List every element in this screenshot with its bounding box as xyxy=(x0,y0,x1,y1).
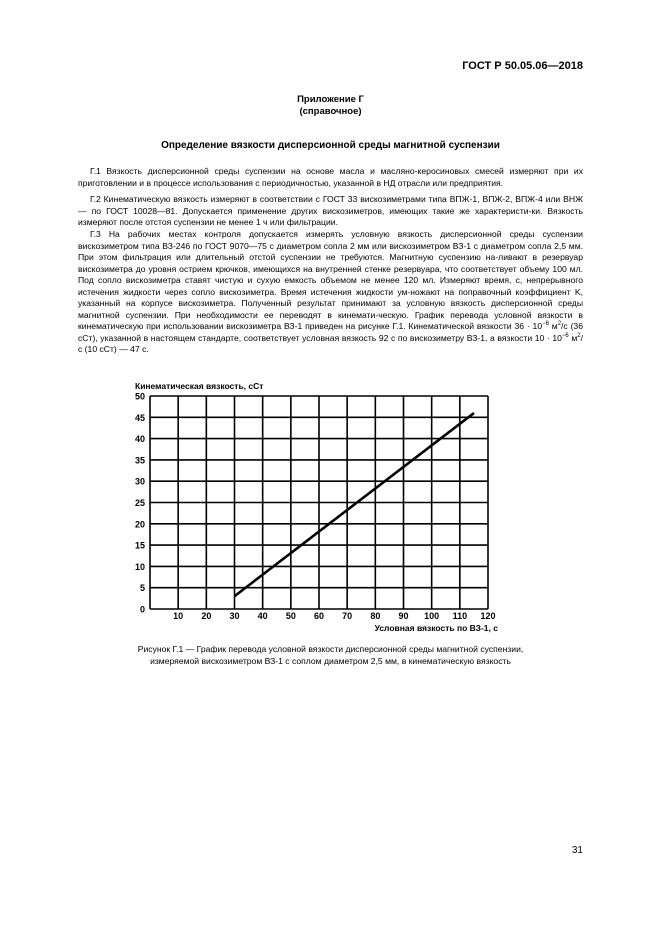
y-axis-label: Кинематическая вязкость, сСт xyxy=(135,381,264,391)
x-axis-label: Условная вязкость по ВЗ-1, с xyxy=(374,623,498,633)
paragraph-g3-sq2: 2 xyxy=(577,332,581,339)
y-tick-label: 25 xyxy=(134,498,145,508)
appendix-title: Приложение Г xyxy=(297,94,364,105)
paragraph-g3-text-a: Г.3 На рабочих местах контроля допускается измерять условную вязкость дисперсионной среды суспензии вискозиметром типа ВЗ-246 по ГОСТ 9070—75 с диаметром сопла 2 мм или вискозиметром ВЗ-1 с диаметром сопла 2,5 мм. При этом фильтрация или длительный отстой суспензии не требуются. Магнитную суспензию на-ливают в резервуар вискозиметра до уровня острием крючков, имеющихся на внутренней стенке резервуара, что соответствует объему 100 мл. Под сопло вискозиметра ставят чистую и сухую емкость объемом не менее 120 мл. Измеряют время, с, непрерывного истечения жидкости через сопло вискозиметра. Время истечения жидкости ум-ножают на поправочный коэффициент K, указанный на корпусе вискозиметра. Полученный результат принимают за условную вязкость дисперсионной среды магнитной суспензии. При необходимости ее переводят в кинемати-ческую. График перевода условной вязкости в кинематическую при использовании вискозиметра ВЗ-1 приведен на рисунке Г.1. Кинематической вязкости 36 · 10 xyxy=(78,229,583,331)
paragraph-g3-text-b: м xyxy=(548,321,558,331)
x-tick-label: 120 xyxy=(480,611,496,621)
x-tick-label: 30 xyxy=(229,611,240,621)
figure-caption-line2: измеряемой вискозиметром ВЗ-1 с соплом диаметром 2,5 мм, в кинематическую вязкость xyxy=(150,656,511,666)
y-tick-label: 40 xyxy=(134,434,145,445)
paragraph-g3-text-c: /с (36 сСт), указанной в настоящем стандарте, соответствует условная вязкость 92 с по вискозиметру ВЗ-1, а вязкости 10 · 10 xyxy=(78,321,583,343)
y-tick-label: 50 xyxy=(134,391,145,402)
y-tick-label: 35 xyxy=(134,455,145,466)
y-tick-label: 20 xyxy=(134,519,145,530)
y-tick-label: 0 xyxy=(139,604,145,615)
x-tick-label: 80 xyxy=(370,611,381,621)
x-tick-label: 90 xyxy=(398,611,409,621)
paragraph-g3-exp2: −6 xyxy=(561,332,569,339)
figure-caption-line1: Рисунок Г.1 — График перевода условной вязкости дисперсионной среды магнитной суспензии, xyxy=(137,644,524,654)
x-tick-label: 50 xyxy=(285,611,296,621)
y-tick-label: 45 xyxy=(134,412,145,423)
standard-designation: ГОСТ Р 50.05.06—2018 xyxy=(462,60,583,72)
x-tick-label: 100 xyxy=(424,611,440,621)
paragraph-g3-text-d: м xyxy=(568,332,578,343)
x-tick-label: 60 xyxy=(313,611,325,621)
y-tick-label: 10 xyxy=(134,561,145,572)
x-tick-label: 110 xyxy=(452,611,468,621)
x-tick-label: 10 xyxy=(173,611,184,621)
x-tick-label: 20 xyxy=(201,611,212,621)
y-tick-label: 30 xyxy=(134,476,145,487)
appendix-subtitle: (справочное) xyxy=(299,106,362,117)
paragraph-g2-text: Г.2 Кинематическую вязкость измеряют в соответствии с ГОСТ 33 вискозиметрами типа ВПЖ-1, ВПЖ-2, ВПЖ-4 или ВНЖ — по ГОСТ 10028—81. Допускается применение других вискозиметров, имеющих такие же характеристи-ки. Вязкость измеряют после отстоя суспензии не менее 1 ч или фильтрации. xyxy=(78,194,583,227)
paragraph-g3-exp1: −6 xyxy=(542,321,549,328)
y-tick-label: 15 xyxy=(134,540,145,551)
series-line xyxy=(235,413,474,596)
paragraph-g1-text: Г.1 Вязкость дисперсионной среды суспензии на основе масла и масляно-керосиновых смесей измеряют при их приготовлении и в процессе использования с периодичностью, указанной в НД отрасли или предприятия. xyxy=(78,166,583,188)
paragraph-g3-text-e: /с (10 сСт) — 47 с. xyxy=(78,332,584,354)
x-tick-label: 70 xyxy=(342,611,353,621)
page-number: 31 xyxy=(571,845,583,856)
y-tick-label: 5 xyxy=(139,583,145,594)
paragraph-g3-sq1: 2 xyxy=(557,321,562,328)
x-tick-label: 40 xyxy=(257,611,268,621)
section-title: Определение вязкости дисперсионной среды магнитной суспензии xyxy=(161,140,500,151)
